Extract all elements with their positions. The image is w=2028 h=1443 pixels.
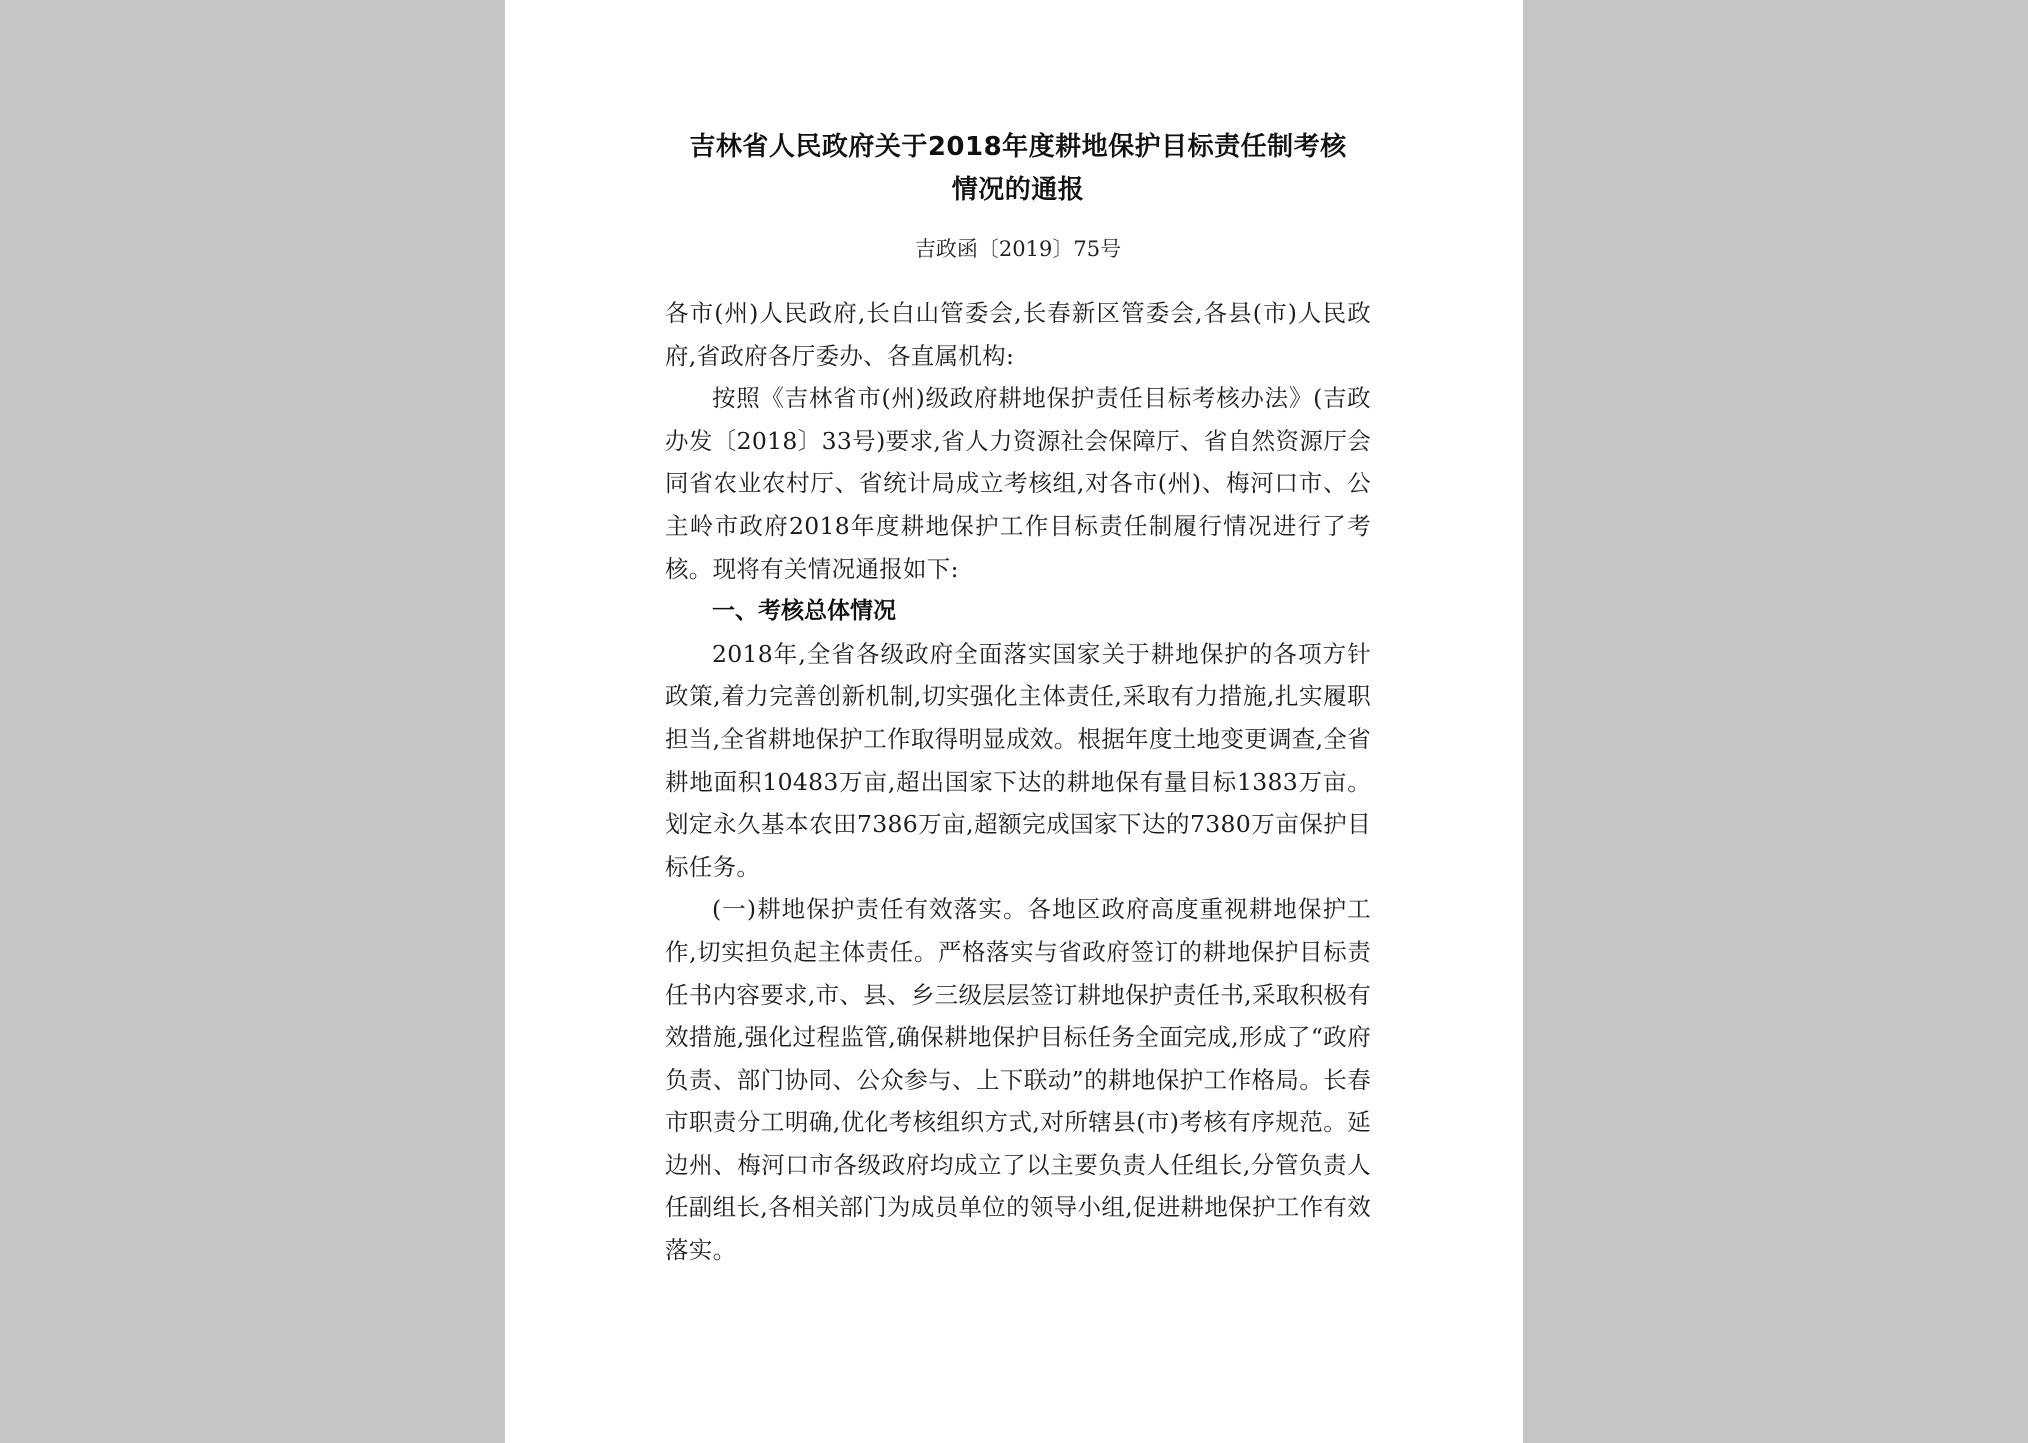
section-heading-1: 一、考核总体情况 <box>712 598 896 625</box>
title-line-1: 吉林省人民政府关于2018年度耕地保护目标责任制考核 <box>689 132 1347 162</box>
section1-paragraph: 2018年,全省各级政府全面落实国家关于耕地保护的各项方针政策,着力完善创新机制,切实强化主体责任,采取有力措施,扎实履职担当,全省耕地保护工作取得明显成效。根据年度土地变更调查,全省耕地面积10483万亩,超出国家下达的耕地保有量目标1383万亩。划定永久基本农田7386万亩,超额完成国家下达的7380万亩保护目标任务。 <box>665 639 1371 881</box>
intro-paragraph: 按照《吉林省市(州)级政府耕地保护责任目标考核办法》(吉政办发〔2018〕33号)要求,省人力资源社会保障厅、省自然资源厅会同省农业农村厅、省统计局成立考核组,对各市(州)、梅河口市、公主岭市政府2018年度耕地保护工作目标责任制履行情况进行了考核。现将有关情况通报如下: <box>665 384 1371 583</box>
document-page <box>505 0 1523 1443</box>
subsection1-paragraph: (一)耕地保护责任有效落实。各地区政府高度重视耕地保护工作,切实担负起主体责任。严格落实与省政府签订的耕地保护目标责任书内容要求,市、县、乡三级层层签订耕地保护责任书,采取积极有效措施,强化过程监管,确保耕地保护目标任务全面完成,形成了“政府负责、部门协同、公众参与、上下联动”的耕地保护工作格局。长春市职责分工明确,优化考核组织方式,对所辖县(市)考核有序规范。延边州、梅河口市各级政府均成立了以主要负责人任组长,分管负责人任副组长,各相关部门为成员单位的领导小组,促进耕地保护工作有效落实。 <box>665 895 1371 1265</box>
title-line-2: 情况的通报 <box>951 175 1085 205</box>
page-content <box>665 126 1371 1272</box>
recipients-paragraph: 各市(州)人民政府,长白山管委会,长春新区管委会,各县(市)人民政府,省政府各厅委办、各直属机构: <box>665 299 1371 370</box>
document-number: 吉政函〔2019〕75号 <box>914 237 1122 261</box>
document-title <box>665 126 1371 212</box>
